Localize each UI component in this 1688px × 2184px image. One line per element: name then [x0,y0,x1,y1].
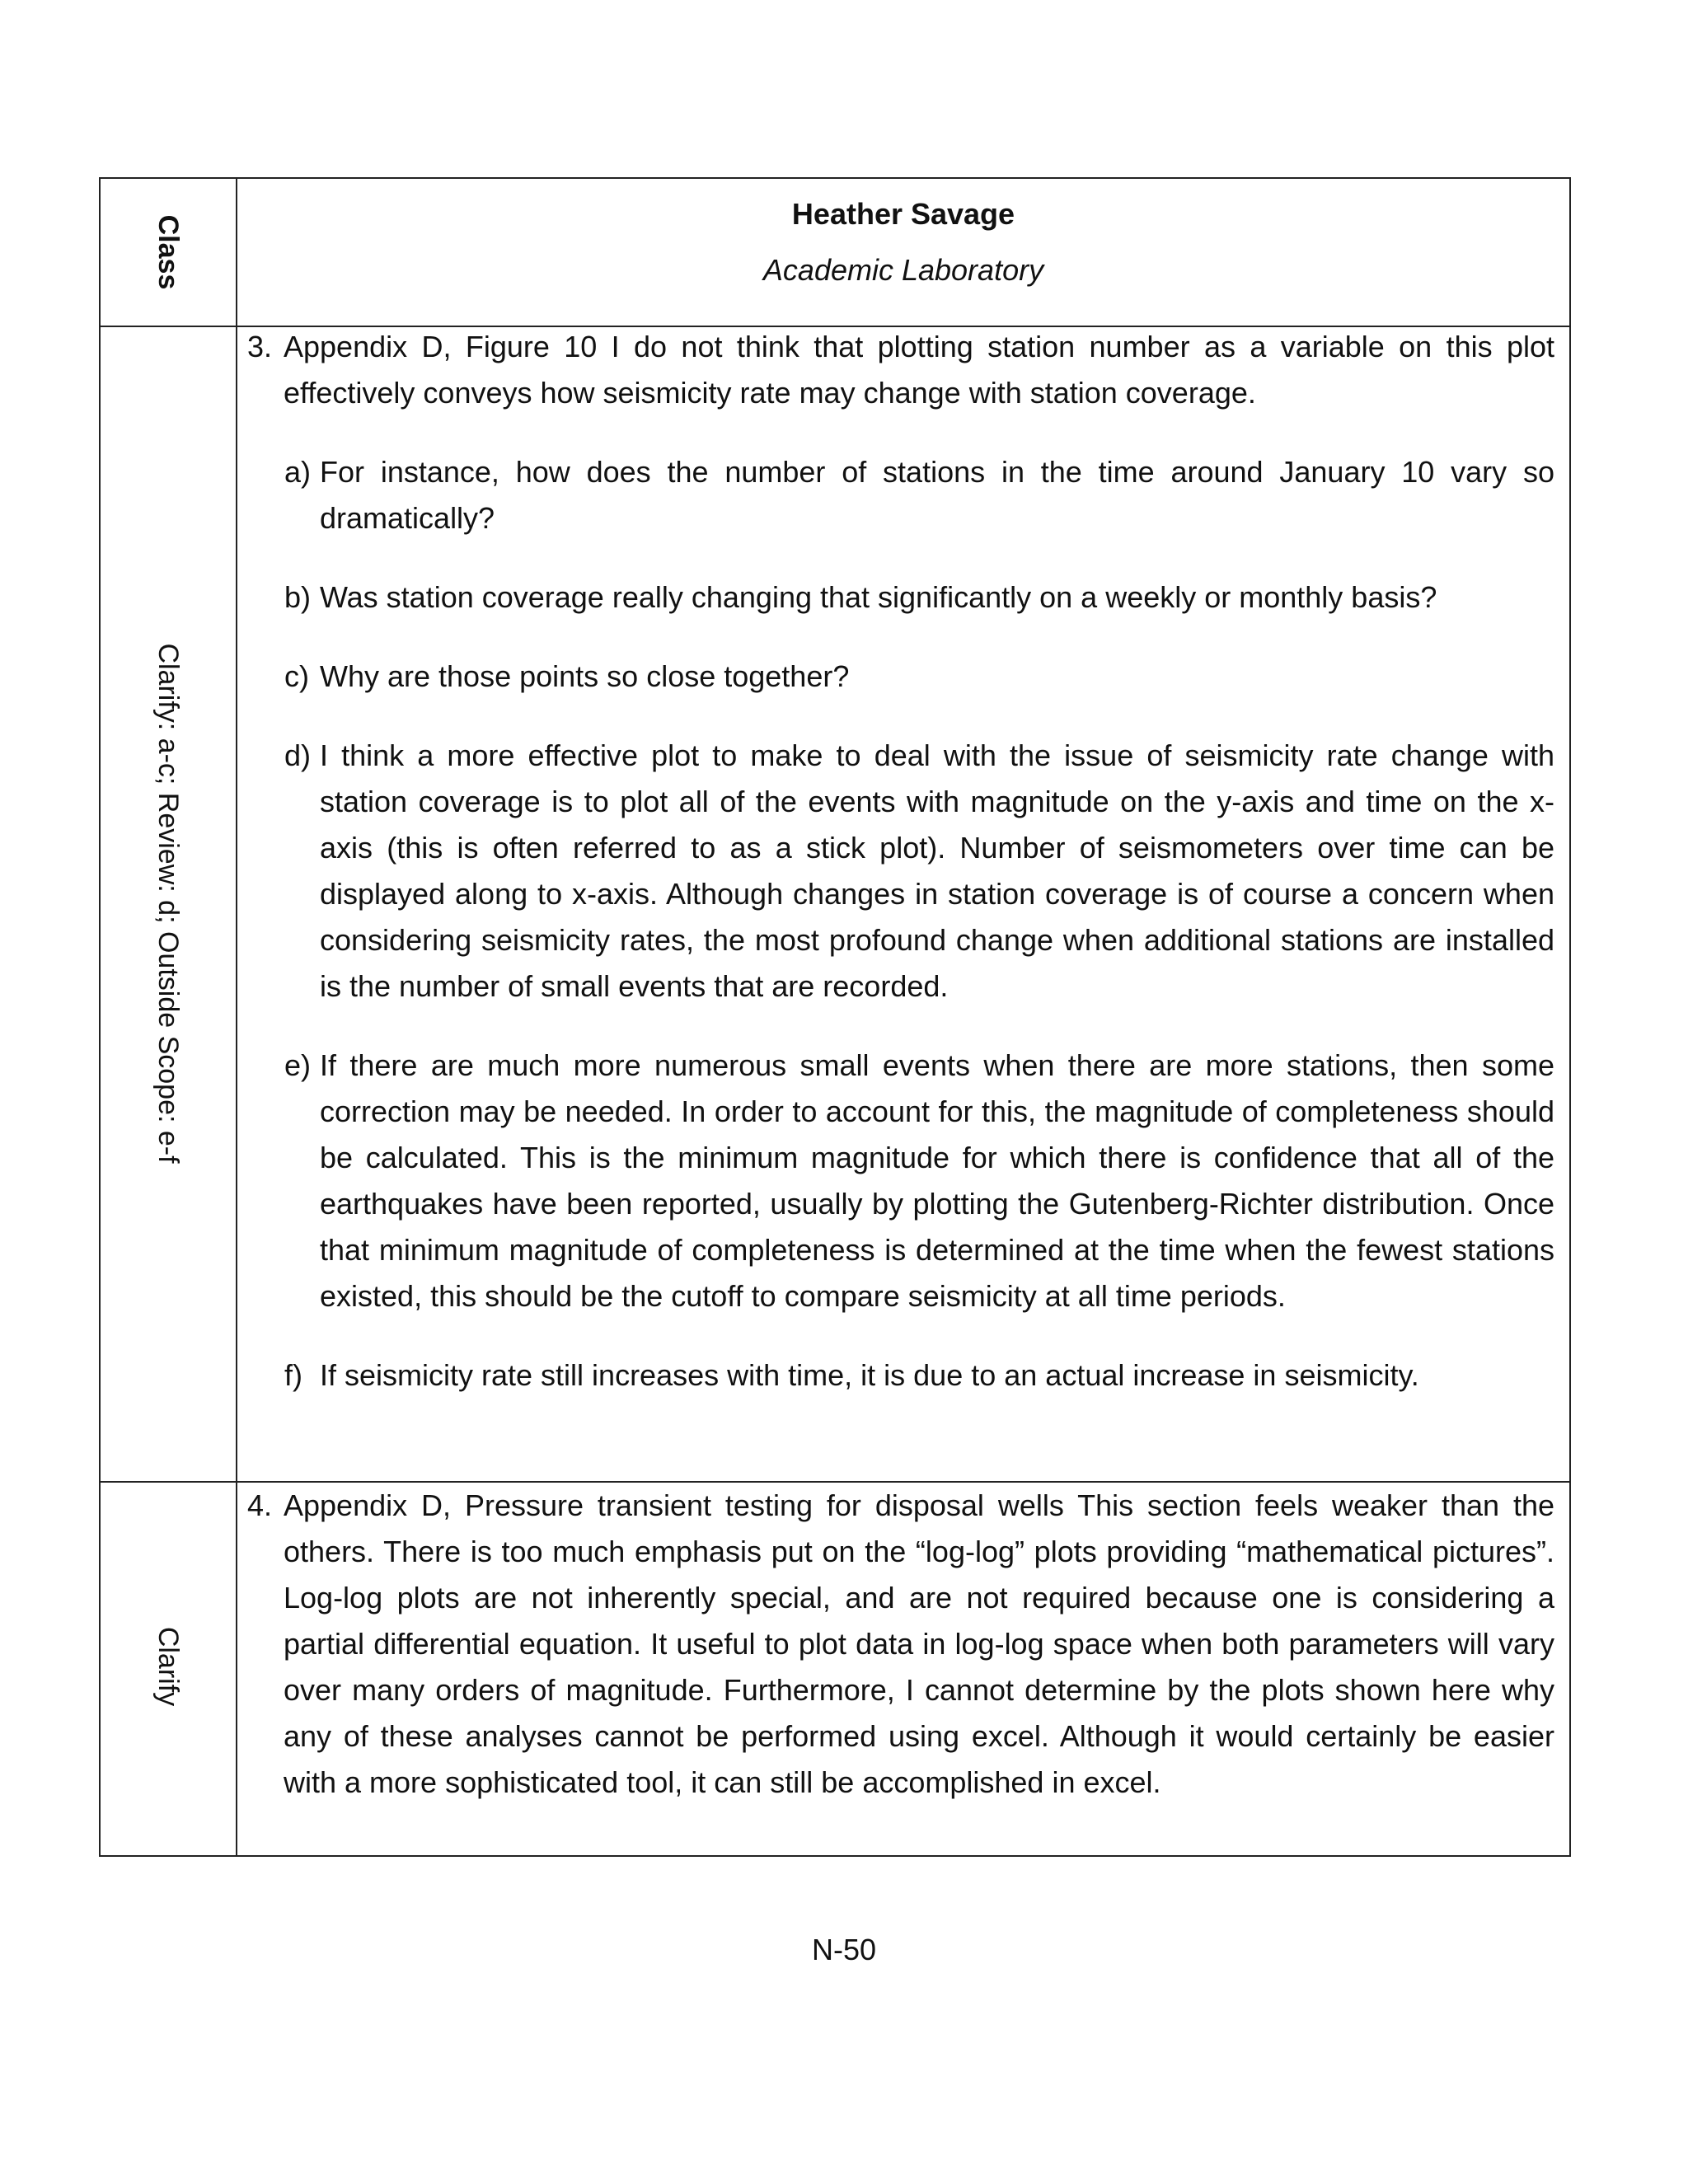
comment-item [247,1483,1554,1806]
sub-item [247,733,1554,1010]
row-class-label: Clarify [152,1626,184,1707]
sub-item-text: Why are those points so close together? [320,659,850,693]
sub-item-text: For instance, how does the number of stations in the time around January 10 vary so dramatically? [320,455,1554,535]
sub-item-label: f) [284,1358,302,1392]
sub-item-text: If seismicity rate still increases with time, it is due to an actual increase in seismicity. [320,1358,1419,1392]
item-text: Appendix D, Pressure transient testing for disposal wells This section feels weaker than the others. There is too much emphasis put on the “log-log” plots providing “mathematical pictures”. Log-log plots are not inherently special, and are not required because one is considering a partial differential equation. It useful to plot data in log-log space when both parameters will vary over many orders of magnitude. Furthermore, I cannot determine by the plots shown here why any of these analyses cannot be performed using excel. Although it would certainly be easier with a more sophisticated tool, it can still be accomplished in excel. [284,1488,1554,1799]
comment-table [99,177,1571,1857]
item-text: Appendix D, Figure 10 I do not think that plotting station number as a variable on this plot effectively conveys how seismicity rate may change with station coverage. [284,330,1554,410]
item-number: 4. [247,1488,273,1522]
sub-item [247,449,1554,541]
comment-cell [237,324,1569,1399]
sub-item-label: b) [284,580,312,614]
sub-item-text: I think a more effective plot to make to deal with the issue of seismicity rate change with station coverage is to plot all of the events with magnitude on the y-axis and time on the x-axis (this is often referred to as a stick plot). Number of seismometers over time can be displayed along to x-axis. Although changes in station coverage is of course a concern when considering seismicity rates, the most profound change when additional stations are installed is the number of small events that are recorded. [320,738,1554,1003]
sub-item-label: e) [284,1048,312,1082]
reviewer-affiliation: Academic Laboratory [762,253,1044,287]
row-class-label: Clarify: a-c; Review: d; Outside Scope: e-f [152,643,184,1164]
sub-item-label: c) [284,659,309,693]
reviewer-name: Heather Savage [791,197,1015,231]
sub-item [247,574,1554,621]
sub-item-text: If there are much more numerous small events when there are more stations, then some correction may be needed. In order to account for this, the magnitude of completeness should be calculated. This is the minimum magnitude for which there is confidence that all of the earthquakes have been reported, usually by plotting the Gutenberg-Richter distribution. Once that minimum magnitude of completeness is determined at the time when the fewest stations existed, this should be the cutoff to compare seismicity at all time periods. [320,1048,1554,1313]
sub-item [247,1043,1554,1319]
sub-item [247,654,1554,700]
sub-item [247,1352,1554,1399]
page-number: N-50 [811,1933,877,1966]
class-header-label: Class [152,214,184,290]
sub-item-label: d) [284,738,312,772]
comment-item [247,324,1554,416]
item-number: 3. [247,330,273,363]
sub-item-text: Was station coverage really changing that significantly on a weekly or monthly basis? [320,580,1437,614]
comment-cell [237,1483,1569,1806]
sub-item-label: a) [284,455,312,489]
